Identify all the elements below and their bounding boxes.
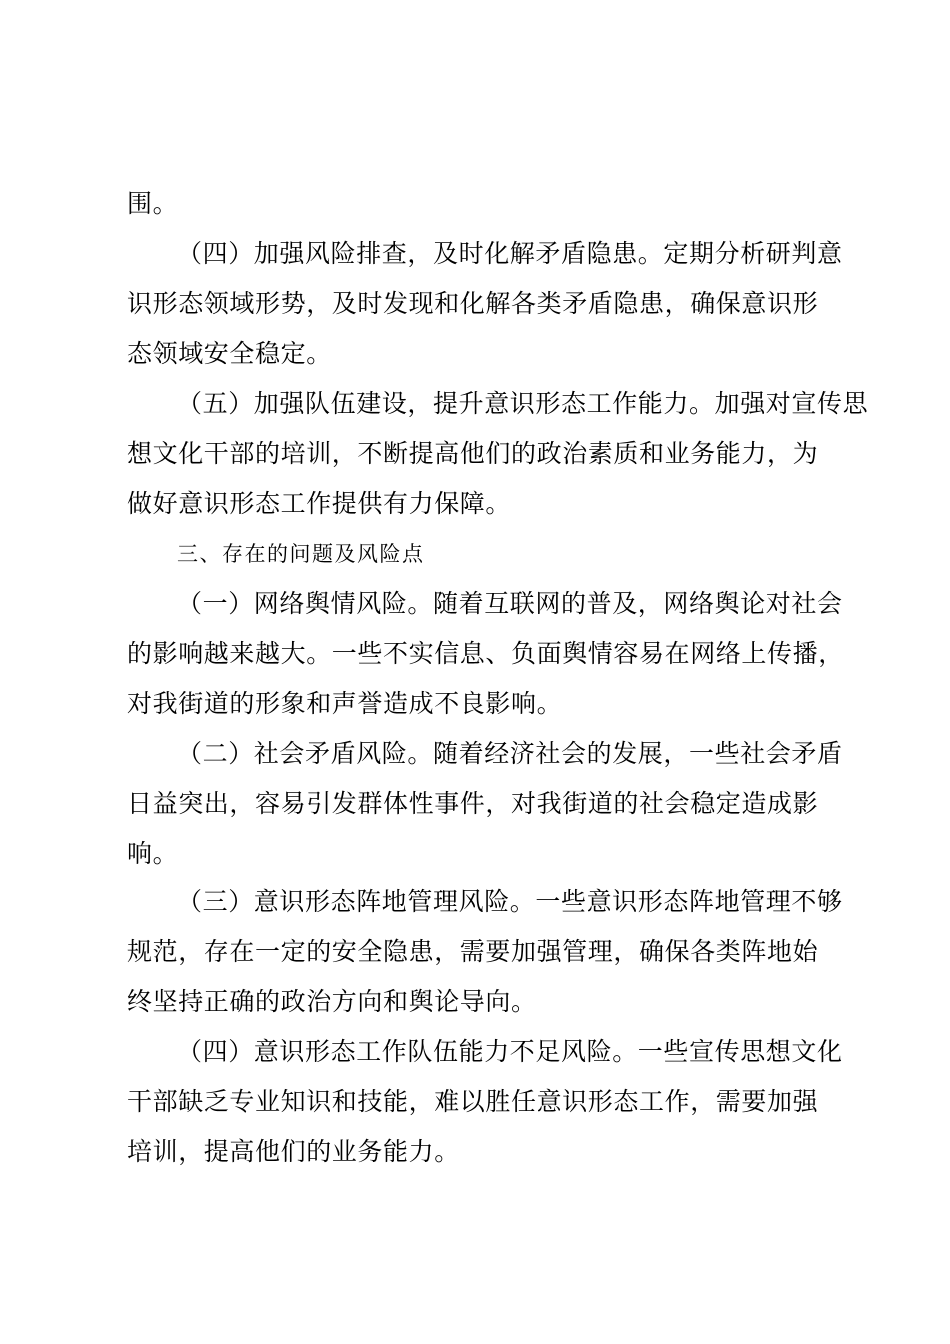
text-line: （三）意识形态阵地管理风险。一些意识形态阵地管理不够 xyxy=(177,887,843,916)
text-line: （二）社会矛盾风险。随着经济社会的发展，一些社会矛盾 xyxy=(177,739,843,768)
text-line: 的影响越来越大。一些不实信息、负面舆情容易在网络上传播， xyxy=(127,639,844,668)
text-line: 日益突出，容易引发群体性事件，对我街道的社会稳定造成影 xyxy=(127,789,819,818)
text-line: 识形态领域形势，及时发现和化解各类矛盾隐患，确保意识形 xyxy=(127,289,819,318)
text-line: （五）加强队伍建设，提升意识形态工作能力。加强对宣传思 xyxy=(177,389,869,418)
text-line: （四）意识形态工作队伍能力不足风险。一些宣传思想文化 xyxy=(177,1037,843,1066)
text-line: （一）网络舆情风险。随着互联网的普及，网络舆论对社会 xyxy=(177,589,843,618)
text-line: 规范，存在一定的安全隐患，需要加强管理，确保各类阵地始 xyxy=(127,937,819,966)
text-line: 态领域安全稳定。 xyxy=(127,339,332,368)
text-line: 围。 xyxy=(127,189,179,218)
text-line: 做好意识形态工作提供有力保障。 xyxy=(127,489,512,518)
text-line: 响。 xyxy=(127,839,179,868)
section-heading: 三、存在的问题及风险点 xyxy=(177,542,425,566)
text-line: 培训，提高他们的业务能力。 xyxy=(127,1137,460,1166)
text-line: 终坚持正确的政治方向和舆论导向。 xyxy=(127,987,537,1016)
text-line: 干部缺乏专业知识和技能，难以胜任意识形态工作，需要加强 xyxy=(127,1087,819,1116)
text-line: 想文化干部的培训，不断提高他们的政治素质和业务能力，为 xyxy=(127,439,819,468)
text-line: 对我街道的形象和声誉造成不良影响。 xyxy=(127,689,563,718)
text-line: （四）加强风险排查，及时化解矛盾隐患。定期分析研判意 xyxy=(177,239,843,268)
